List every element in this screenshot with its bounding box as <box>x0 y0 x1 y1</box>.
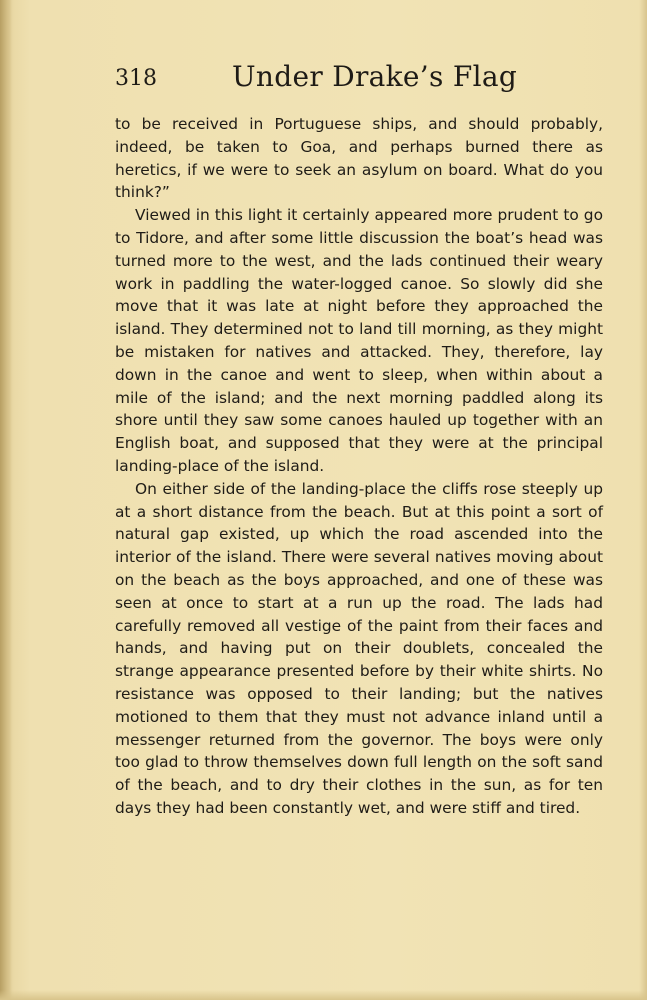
paragraph: Viewed in this light it certainly appeared more prudent to go to Tidore, and after some little discussion the boat’s head was turned more to the west, and the lads continued their weary work in paddling the water-logged canoe. So slowly did she move that it was late at night before they approached the island. They determined not to land till morning, as they might be mistaken for natives and attacked. They, therefore, lay down in the canoe and went to sleep, when within about a mile of the island; and the next morning paddled along its shore until they saw some canoes hauled up together with an English boat, and supposed that they were at the principal landing-place of the island. <box>115 206 603 475</box>
body-text <box>115 113 603 820</box>
paragraph: On either side of the landing-place the cliffs rose steeply up at a short distance from the beach. But at this point a sort of natural gap existed, up which the road ascended into the interior of the island. There were several natives moving about on the beach as the boys approached, and one of these was seen at once to start at a run up the road. The lads had carefully removed all vestige of the paint from their faces and hands, and having put on their doublets, concealed the strange appearance presented before by their white shirts. No resistance was opposed to their landing; but the natives motioned to them that they must not advance inland until a messenger returned from the governor. The boys were only too glad to throw themselves down full length on the soft sand of the beach, and to dry their clothes in the sun, as for ten days they had been constantly wet, and were stiff and tired. <box>115 479 603 817</box>
running-header <box>115 56 605 106</box>
page-right-edge <box>639 0 647 1000</box>
page-binding-edge <box>0 0 12 1000</box>
paragraph: to be received in Portuguese ships, and should probably, indeed, be taken to Goa, and perhaps burned there as heretics, if we were to seek an asylum on board. What do you think?” <box>115 115 603 202</box>
page-number: 318 <box>115 66 157 91</box>
running-title: Under Drake’s Flag <box>232 60 518 93</box>
page-bottom-edge <box>0 990 647 1000</box>
